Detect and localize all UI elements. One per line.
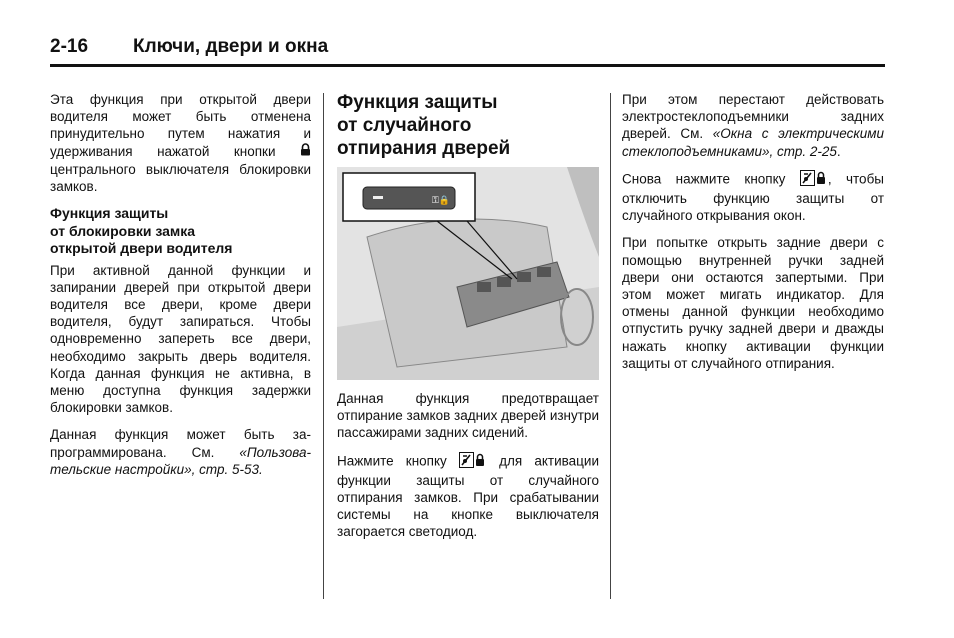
column-divider-2 [610, 93, 611, 599]
cross-reference: «Пользовательские настройки», стр. 5-53. [50, 444, 311, 477]
column-2 [337, 91, 599, 551]
header-rule [50, 64, 885, 67]
child-lock-icon [800, 170, 828, 190]
column-divider-1 [323, 93, 324, 599]
section-title: Ключи, двери и окна [133, 36, 329, 57]
text: центрального выключателя блокировки замков. [50, 161, 311, 194]
paragraph: При попытке открыть задние двери с помощью внутренней ручки задней двери они остаются запертыми. При этом может мигать индикатор. Для отмены данной функции необходимо отпустить ручку задней двери и дважды нажать кнопку активации функции защиты от случайного отпирания. [622, 235, 884, 371]
paragraph: Нажмите кнопку для активации функции защиты от случайного отпирания замков. При срабатывании системы на кнопке выключателя загорается светодиод. [337, 453, 599, 540]
child-lock-icon [459, 452, 487, 472]
door-switch-illustration [337, 167, 599, 380]
paragraph: При активной данной функции и запирании дверей при открытой двери водителя все двери, кроме двери водителя, будут запираться. Чтобы одновременно запереть все двери, необходимо закрыть дверь водителя. Когда данная функция не активна, в меню доступна функция задержки блокировки замков. [50, 262, 311, 416]
cross-reference: «Окна с электрическими стеклоподъемниками», стр. 2-25 [622, 126, 884, 159]
page-number: 2-16 [50, 36, 89, 57]
paragraph: Данная функция предотвращает отпирание замков задних дверей изнутри пассажирами задних сидений. [337, 391, 599, 441]
paragraph: Снова нажмите кнопку , чтобы отключить функцию защиты от случайного открывания окон. [622, 171, 884, 224]
paragraph: Данная функция может быть запрограммирована. См. «Пользовательские настройки», стр. 5-53. [50, 427, 311, 477]
section-heading: Функция защиты от случайного отпирания дверей [337, 92, 511, 159]
text: Эта функция при открытой двери водителя может быть отменена принудительно путем нажатия и удерживания нажатой кнопки [50, 92, 311, 159]
subheading: Функция защиты от блокировки замка открытой двери водителя [50, 205, 233, 257]
paragraph [50, 91, 311, 195]
column-1 [50, 91, 311, 488]
paragraph: При этом перестают действовать электростеклоподъемники задних дверей. См. «Окна с электрическими стеклоподъемниками», стр. 2-25. [622, 92, 884, 159]
svg-text:⚿🔒: ⚿🔒 [432, 195, 451, 205]
column-3 [622, 91, 884, 382]
padlock-icon [300, 143, 311, 160]
